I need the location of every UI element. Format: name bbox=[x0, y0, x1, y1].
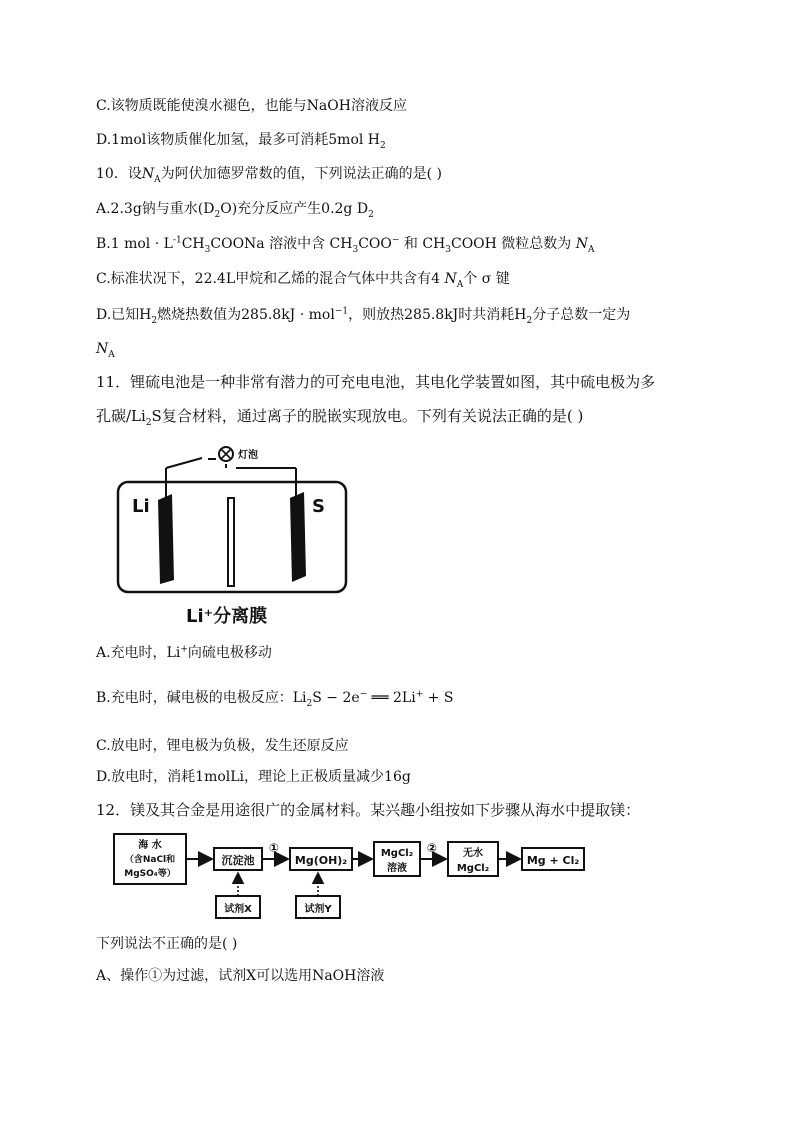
option-10c: C.标准状况下，22.4L甲烷和乙烯的混合气体中共含有4 $N_A$个 σ 键 bbox=[96, 271, 510, 290]
option-9c: C.该物质既能使溴水褪色，也能与NaOH溶液反应 bbox=[96, 98, 407, 114]
mgcl2-solution-label-2: 溶液 bbox=[387, 863, 407, 874]
question-12-prompt: 下列说法不正确的是( ) bbox=[96, 936, 238, 952]
mgoh2-label: Mg(OH)₂ bbox=[294, 854, 348, 867]
option-11c: C.放电时，锂电极为负极，发生还原反应 bbox=[96, 738, 349, 754]
reagent-x-label: 试剂X bbox=[224, 904, 252, 915]
option-9d: D.1mol该物质催化加氢，最多可消耗5mol $H_2$ bbox=[96, 132, 386, 151]
s-electrode bbox=[290, 492, 306, 582]
product-label: Mg + Cl₂ bbox=[526, 854, 580, 867]
option-11d: D.放电时，消耗1molLi，理论上正极质量减少16g bbox=[96, 769, 411, 785]
anhydrous-mgcl2-label-2: MgCl₂ bbox=[456, 863, 490, 874]
bulb-icon bbox=[219, 447, 233, 461]
seawater-label-3: MgSO₄等） bbox=[124, 869, 176, 879]
option-10a: A.2.3g钠与重水$(D_2O)$充分反应产生0.2g $D_2$ bbox=[96, 201, 374, 220]
anhydrous-mgcl2-label-1: 无水 bbox=[463, 848, 483, 859]
li-electrode bbox=[158, 494, 174, 584]
step-1-marker: ① bbox=[268, 841, 280, 855]
bulb-label: 灯泡 bbox=[238, 450, 258, 461]
battery-diagram bbox=[112, 442, 352, 632]
s-electrode-label: S bbox=[312, 496, 325, 517]
switch-arm bbox=[166, 458, 202, 468]
option-10d-cont: $N_A$ bbox=[96, 341, 115, 360]
question-11-line1: 11．锂硫电池是一种非常有潜力的可充电电池，其电化学装置如图，其中硫电极为多 bbox=[96, 373, 656, 391]
option-11a: A.充电时，Li+向硫电极移动 bbox=[96, 644, 272, 661]
magnesium-flow-diagram bbox=[108, 828, 608, 924]
option-12a: A、操作①为过滤，试剂X可以选用NaOH溶液 bbox=[96, 968, 385, 984]
option-10d: D.已知$H_2$燃烧热数值为285.8kJ · mol$^{-1}$，则放热285.8kJ时共消耗$H_2$分子总数一定为 bbox=[96, 306, 631, 326]
seawater-label-2: （含NaCl和 bbox=[124, 855, 176, 865]
question-11-line2: 孔碳$/Li_2S$复合材料，通过离子的脱嵌实现放电。下列有关说法正确的是( ) bbox=[96, 407, 584, 428]
membrane-label: Li⁺分离膜 bbox=[186, 606, 268, 627]
seawater-label-1: 海 水 bbox=[138, 840, 162, 851]
option-11b: B.充电时，碱电极的电极反应：$Li_2S - 2e^-$ ══ 2Li+ + S bbox=[96, 689, 454, 709]
question-10: 10．设$N_A$为阿伏加德罗常数的值，下列说法正确的是( ) bbox=[96, 166, 442, 185]
step-2-marker: ② bbox=[426, 841, 438, 855]
li-electrode-label: Li bbox=[132, 496, 150, 517]
separator-membrane bbox=[228, 498, 234, 586]
reagent-y-label: 试剂Y bbox=[304, 904, 332, 915]
question-12: 12．镁及其合金是用途很广的金属材料。某兴趣小组按如下步骤从海水中提取镁： bbox=[96, 801, 641, 819]
mgcl2-solution-label-1: MgCl₂ bbox=[380, 848, 414, 859]
option-10b: B.1 mol · $L^{-1}CH_3COONa$ 溶液中含 $CH_3COO^-$ 和 $CH_3COOH$ 微粒总数为 $N_A$ bbox=[96, 235, 595, 255]
precipitation-tank-label: 沉淀池 bbox=[221, 854, 255, 867]
